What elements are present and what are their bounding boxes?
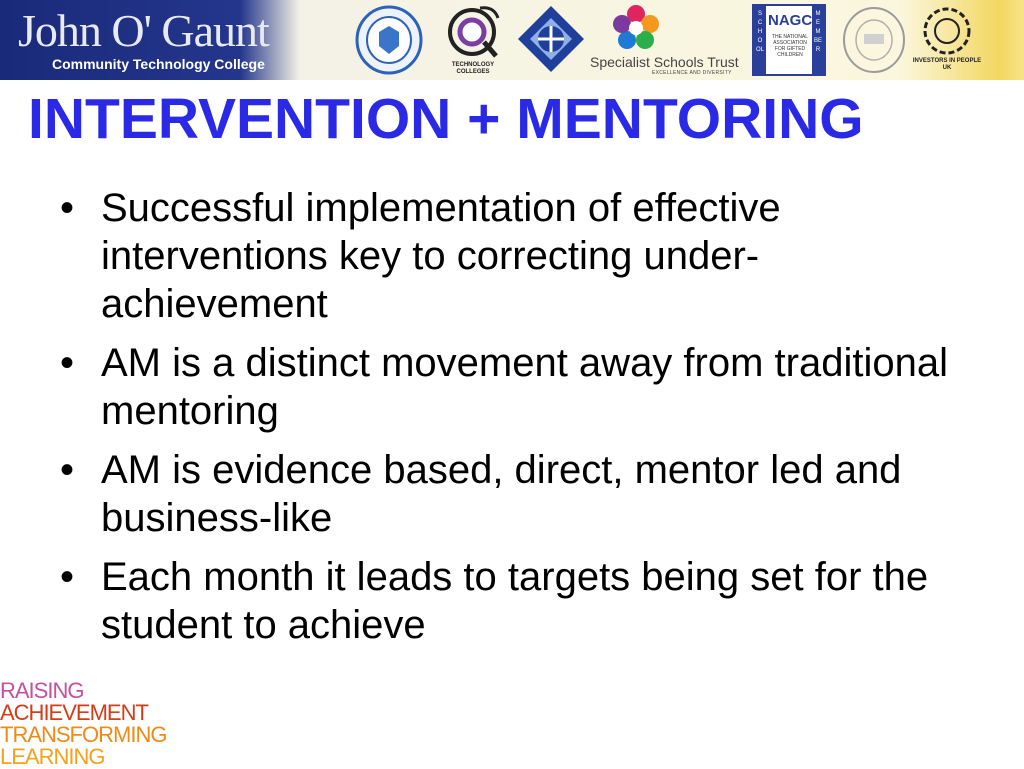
bullet-list: [60, 184, 960, 660]
investors-in-people-icon: [920, 4, 974, 58]
bullet-item: [60, 446, 960, 542]
bullet-item: [60, 339, 960, 435]
bullet-item: [60, 184, 960, 328]
footer-slogan: [0, 680, 166, 768]
school-logo: [8, 6, 276, 76]
technology-colleges-caption: TECHNOLOGY COLLEGES: [451, 62, 495, 75]
specialist-schools-name: Specialist Schools Trust: [590, 54, 739, 70]
header-banner: [0, 0, 1024, 80]
bullet-dot-icon: •: [60, 448, 75, 492]
nagc-caption: THE NATIONAL ASSOCIATION FOR GIFTED CHILDREN: [771, 34, 809, 58]
bullet-text: Each month it leads to targets being set for the student to achieve: [101, 555, 929, 647]
arts-council-icon: [840, 4, 908, 76]
slogan-achievement: ACHIEVEMENT: [0, 700, 148, 725]
school-subtitle: Community Technology College: [52, 56, 265, 72]
nagc-side-right: MEMBER: [814, 11, 823, 53]
bullet-item: [60, 553, 960, 649]
bullet-text: Successful implementation of effective interventions key to correcting under-achievement: [101, 186, 781, 326]
nagc-side-left: SCHOOL: [756, 11, 765, 53]
nagc-letters: NAGC: [768, 12, 813, 29]
specialist-schools-tagline: EXCELLENCE AND DIVERSITY: [652, 70, 732, 76]
slogan-transforming: TRANSFORMING: [0, 722, 167, 747]
school-name: John O' Gaunt: [18, 5, 269, 56]
bullet-text: AM is a distinct movement away from traditional mentoring: [101, 341, 948, 433]
bullet-dot-icon: •: [60, 555, 75, 599]
school-crest-icon: [354, 4, 424, 76]
diamond-logo-icon: [516, 4, 586, 74]
investors-in-people-caption: INVESTORS IN PEOPLE UK: [912, 58, 982, 71]
slogan-learning: LEARNING: [0, 744, 105, 769]
technology-colleges-icon: [440, 2, 504, 64]
bullet-dot-icon: •: [60, 186, 75, 230]
nagc-member-logo: [752, 4, 826, 76]
bullet-dot-icon: •: [60, 341, 75, 385]
slide-title: INTERVENTION + MENTORING: [28, 87, 864, 151]
specialist-schools-flower-icon: [610, 4, 662, 54]
bullet-text: AM is evidence based, direct, mentor led and business-like: [101, 448, 902, 540]
slogan-raising: RAISING: [0, 678, 84, 703]
